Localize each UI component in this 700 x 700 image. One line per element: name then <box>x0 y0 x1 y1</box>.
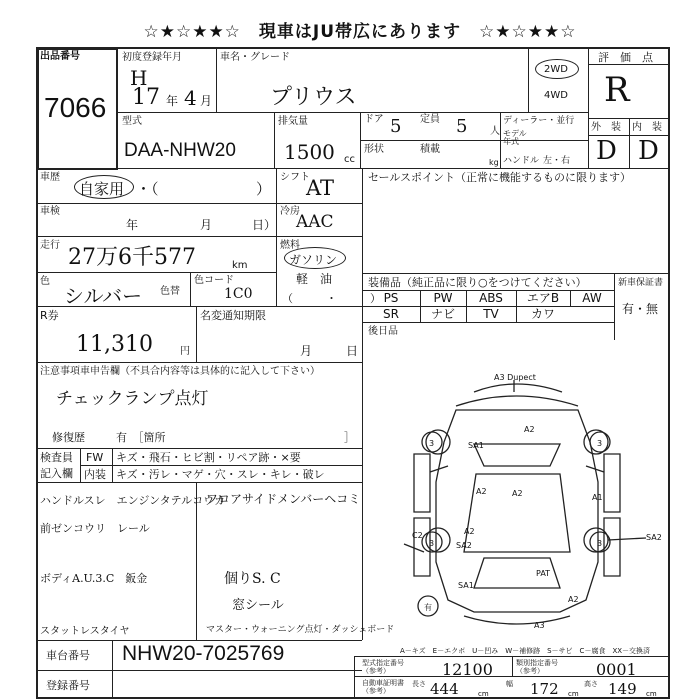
lot-label: 出品番号 <box>40 51 80 62</box>
inspection-label: 車検 <box>40 206 60 217</box>
mileage-unit: km <box>232 260 248 271</box>
int-label: 内 装 <box>632 122 662 133</box>
aircon-label: 冷房 <box>280 206 300 217</box>
model-code-label: 型式 <box>122 116 142 127</box>
displacement-unit: cc <box>344 154 355 165</box>
chassis-label: 車台番号 <box>46 649 90 662</box>
remark-4: ボディA.U.3.C 鈑金 <box>40 572 148 585</box>
length-unit: cm <box>478 690 489 698</box>
fuel-value: ガソリン <box>289 253 338 267</box>
mark-16: 3 <box>429 539 435 548</box>
capacity-unit: 人 <box>490 126 500 137</box>
reg-era: H <box>130 66 148 90</box>
color-change-label: 色替 <box>160 286 180 297</box>
mark-12: C2 <box>412 531 423 540</box>
class-no: 0001 <box>596 660 637 679</box>
width-label: 幅 <box>506 680 513 688</box>
drive-2wd: 2WD <box>544 64 568 75</box>
repair-label: 修復歴 <box>52 431 85 444</box>
load-label: 積載 <box>420 144 440 155</box>
equip-ps: PS <box>383 291 399 305</box>
grade-label: 評 価 点 <box>598 51 653 64</box>
mileage-label: 走行 <box>40 240 60 251</box>
equipment-label: 装備品（純正品に限り○をつけてください） <box>368 276 587 289</box>
inspector-int-items: キズ・汚レ・マゲ・穴・スレ・キレ・破レ <box>116 468 325 481</box>
history-close: ） <box>256 180 272 198</box>
recycle-label: R券 <box>40 309 59 322</box>
banner: ☆★☆★★☆ 現車はJU帯広にあります ☆★☆★★☆ <box>143 22 577 42</box>
int-grade: D <box>638 136 659 166</box>
mark-10: A3 <box>534 621 545 630</box>
width: 172 <box>530 680 559 698</box>
model-no-label: 型式指定番号 （参考） <box>362 659 404 675</box>
equip-abs: ABS <box>479 291 503 305</box>
mileage: 27万6千577 <box>68 245 196 270</box>
displacement: 1500 <box>284 140 335 164</box>
model-name-label: 車名・グレード <box>220 52 290 63</box>
mark-7: SA2 <box>456 541 472 550</box>
remark-6: 窓シール <box>232 598 284 613</box>
recycle-value: 11,310 <box>76 332 153 357</box>
equip-tv: TV <box>483 307 499 321</box>
history-label: 車歴 <box>40 172 60 183</box>
mark-2: SA1 <box>468 441 484 450</box>
class-no-label: 類別指定番号 （参考） <box>516 659 558 675</box>
mark-4: A2 <box>476 487 487 496</box>
displacement-label: 排気量 <box>278 116 308 127</box>
inspector-fw: FW <box>86 451 104 464</box>
equip-sr: SR <box>383 307 399 321</box>
drive-4wd: 4WD <box>544 90 568 101</box>
reg-month-unit: 月 <box>200 94 213 108</box>
notes-label: 注意事項車申告欄（不具合内容等は具体的に記入して下さい） <box>40 366 320 377</box>
tax-notice-label: 名変通知期限 <box>200 309 266 322</box>
remark-2: フロアサイドメンバーヘコミ <box>206 492 361 506</box>
model-year-label: モデル 年式 <box>503 129 527 146</box>
shape-label: 形状 <box>364 144 384 155</box>
shift: AT <box>306 176 335 200</box>
history-suffix: ・（ <box>136 180 159 198</box>
notes-value: チェックランプ点灯 <box>56 389 209 409</box>
mark-11: A2 <box>568 595 579 604</box>
handle-options: 左・右 <box>543 156 571 166</box>
equip-pw: PW <box>433 291 453 305</box>
mark-18: 有 <box>424 603 432 612</box>
remark-7: スタットレスタイヤ <box>40 626 130 637</box>
model-name: プリウス <box>270 85 357 110</box>
height-unit: cm <box>646 690 657 698</box>
car-damage-diagram <box>364 362 668 632</box>
load-unit: kg <box>489 158 499 167</box>
reg-month: 4 <box>184 86 197 110</box>
capacity: 5 <box>456 116 468 137</box>
warranty-label: 新車保証書 <box>618 278 664 288</box>
doors-label: ドア <box>364 114 384 125</box>
reg-year-unit: 年 <box>166 94 179 108</box>
post-install-label: 後日品 <box>368 326 398 337</box>
inspector-int: 内装 <box>84 468 106 481</box>
shift-label: シフト <box>280 172 310 183</box>
aircon: AAC <box>296 212 334 232</box>
color-code: 1C0 <box>224 286 253 302</box>
cert-label: 自動車証明書 （参考） <box>362 679 404 695</box>
mark-3: A2 <box>512 489 523 498</box>
inspector-label-1: 検査員 <box>40 451 73 464</box>
mark-14: 3 <box>429 439 435 448</box>
recycle-unit: 円 <box>180 346 190 357</box>
equip-leather: カワ <box>530 307 555 321</box>
mark-15: 3 <box>597 439 603 448</box>
mark-5: A1 <box>592 493 603 502</box>
mark-0: A3 Dupect <box>494 373 536 382</box>
inspection-year: 年 <box>126 218 139 232</box>
lot-number: 7066 <box>44 92 107 123</box>
chassis-number: NHW20-7025769 <box>122 642 285 665</box>
color-value: シルバー <box>64 284 143 308</box>
capacity-label: 定員 <box>420 114 440 125</box>
color-code-label: 色コード <box>194 275 234 286</box>
mark-1: A2 <box>524 425 535 434</box>
fuel-alt: 軽 油 <box>296 272 333 286</box>
reg-year: 17 <box>132 85 160 110</box>
inspector-label-2: 記入欄 <box>40 467 73 480</box>
registration-label: 登録番号 <box>46 679 90 692</box>
length-label: 長さ <box>412 680 426 688</box>
repair-close: ］ <box>344 431 355 444</box>
warranty-value: 有・無 <box>622 302 659 316</box>
color-label: 色 <box>40 276 50 287</box>
grade-value: R <box>604 70 630 110</box>
sales-point-label: セールスポイント（正常に機能するものに限ります） <box>368 171 632 184</box>
remark-3: 前ゼンコウリ レール <box>40 522 150 535</box>
height: 149 <box>608 680 637 698</box>
equip-aw: AW <box>582 291 602 305</box>
mark-9: PAT <box>536 569 551 578</box>
handle-label: ハンドル <box>503 156 540 166</box>
repair-value: 有 ［箇所 <box>116 431 166 444</box>
height-label: 高さ <box>584 680 598 688</box>
model-no: 12100 <box>442 660 493 679</box>
fuel-label: 燃料 <box>280 240 300 251</box>
history-value: 自家用 <box>79 180 125 198</box>
ext-label: 外 装 <box>591 122 621 133</box>
mark-17: 3 <box>597 539 603 548</box>
remark-1: ハンドルスレ エンジンタテルコウカ <box>40 494 226 507</box>
inspection-month: 月 <box>200 218 213 232</box>
fuel-paren: （ ・ ） <box>282 292 381 305</box>
model-code: DAA-NHW20 <box>124 140 236 161</box>
inspection-day: 日） <box>252 218 277 232</box>
tax-day: 日 <box>346 344 359 358</box>
dealer-label: ディーラー・並行 <box>503 116 575 126</box>
equip-navi: ナビ <box>430 307 455 321</box>
equip-airbag: エアB <box>526 291 560 305</box>
mark-8: SA1 <box>458 581 474 590</box>
ext-grade: D <box>596 136 617 166</box>
mark-13: SA2 <box>646 533 662 542</box>
tax-month: 月 <box>300 344 313 358</box>
length: 444 <box>430 680 459 698</box>
reg-year-label: 初度登録年月 <box>122 52 182 63</box>
remark-8: マスター・ウォーニング点灯・ダッシュボード <box>206 625 395 635</box>
width-unit: cm <box>568 690 579 698</box>
remark-5: 個りS. C <box>224 571 281 587</box>
doors: 5 <box>390 116 402 137</box>
diagram-legend: A－キズ E－エクボ U－凹み W－補修跡 S－サビ C－腐食 XX－交換済 <box>400 647 651 655</box>
inspector-fw-items: キズ・飛石・ヒビ割・リペア跡・×要 <box>116 451 301 464</box>
mark-6: A2 <box>464 527 475 536</box>
